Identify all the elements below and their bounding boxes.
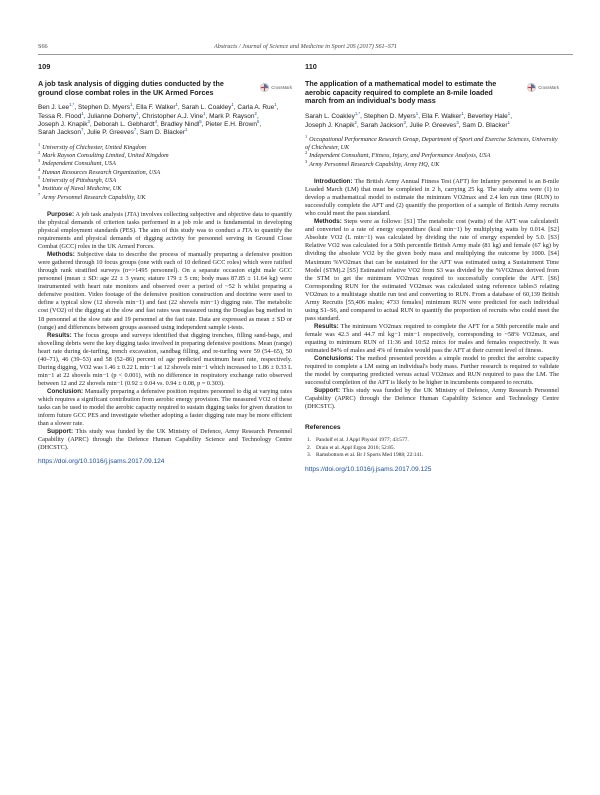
affiliation: $^6$ Institute of Naval Medicine, UK xyxy=(38,183,122,193)
crossmark-label: CrossMark xyxy=(271,84,292,90)
crossmark-icon xyxy=(260,83,269,92)
author: Sarah L. Coakley$^{1,*}$, xyxy=(305,111,362,121)
author: Stephen D. Myers$^1$, xyxy=(363,111,420,121)
author: Ella F. Walker$^1$, xyxy=(136,102,180,112)
author: Sarah Jackson$^7$, xyxy=(38,127,86,137)
abstract-number: 110 xyxy=(305,62,317,71)
affiliation: $^1$ Occupational Performance Research Group, Department of Sport and Exercise Sciences, University of Chichester, UK xyxy=(305,133,558,152)
crossmark-label: CrossMark xyxy=(538,84,559,90)
support-paragraph: Support: This study was funded by the UK Ministry of Defence, Army Research Personnel Capability (APRC) through the Defence Human Capability Science and Technology Centre (DHCSTC). xyxy=(38,428,292,452)
header-rule xyxy=(38,54,573,55)
author: Mark P. Rayson$^2$, xyxy=(209,110,259,120)
affiliation: $^2$ Independent Consultant, Fitness, Injury, and Performance Analysis, USA xyxy=(305,150,491,160)
author: Joseph J. Knapik$^3$, xyxy=(38,118,92,129)
reference-item: 3. Ramsbottom et al. Br J Sports Med 1988; 22:141. xyxy=(306,452,424,459)
affiliation: $^5$ University of Pittsburgh, USA xyxy=(38,174,117,185)
affiliation: $^3$ Independent Consultant, USA xyxy=(38,158,116,168)
conclusions-paragraph: Conclusions: The method presented provides a simple model to predict the aerobic capacity required to complete a LM using an individual's body mass. Further research is required to validate the model by comparing predicted versus actual VO2max and RUN required to pass the LM. The successful completion of the AFT is likely to be higher in incumbents compared to recruits. xyxy=(305,355,560,387)
author: Pieter E.H. Brown$^6$, xyxy=(205,118,262,129)
affiliation-list xyxy=(38,141,292,202)
methods-paragraph: Methods: Steps were as follows: [S1] The metabolic cost (watts) of the AFT was calculated1 and converted to a rate of energy expenditure (kcal min−1) by multiplying watts by 0.014. [S2] Absolute VO2 (L min−1) was calculated by dividing the rate of energy expended by 5.0. [S3] Relative VO2 was calculated for a 50th percentile British Army male (81 kg) and female (67 kg) by dividing the absolute VO2 by the given body mass and multiplying the outcome by 1000. [S4] Maximum %VO2max that can be sustained for the AFT was estimated using a Sustainment Time Model (STM).2 [S5] Estimated relative VO2 from S3 was divided by the %VO2max derived from the STM to get the minimum VO2max required to successfully complete the AFT. [S6] Corresponding RUN for the estimated VO2max was calculated using reference tables3 relating VO2max to a multistage shuttle run test and converting to RUN. From a database of 60,139 British Army Recruits [55,406 males; 4733 females] minimum RUN were predicted for each individual using S1–S6, and compared to actual RUN to quantify the proportion of recruits who could meet the pass standard. xyxy=(305,218,559,322)
author: Julianne Doherty$^1$, xyxy=(87,110,141,120)
abstract-109 xyxy=(38,63,292,466)
author: Julie P. Greeves$^3$, xyxy=(409,119,461,129)
author: Tessa R. Flood$^1$, xyxy=(38,110,86,120)
abstract-number: 109 xyxy=(38,62,51,71)
author: Ella F. Walker$^1$, xyxy=(421,111,466,121)
purpose-paragraph: Purpose: A job task analysis (JTA) involves collecting subjective and objective data to quantify the physical demands of criterion tasks performed in a job role and is fundamental in developing physical employment standards (PES). The aim of this study was to conduct a JTA to quantify the requirements and physical demands of digging activity for personnel serving in Ground Close Combat (GCC) roles in the UK Armed Forces. xyxy=(38,210,292,251)
abstract-title: A job task analysis of digging duties conducted by the ground close combat roles in the UK Armed Forces xyxy=(38,79,224,97)
reference-item: 1. Pandolf et al. J Appl Physiol 1977; 43:577. xyxy=(306,437,409,444)
author: Ben J. Lee$^{1,*}$, xyxy=(38,102,77,112)
author: Christopher A.J. Vine$^1$, xyxy=(142,110,208,120)
crossmark-icon xyxy=(527,83,536,92)
author-list xyxy=(305,113,559,130)
author: Carla A. Rue$^1$, xyxy=(237,102,279,112)
author-list xyxy=(38,104,292,137)
conclusion-paragraph: Conclusion: Manually preparing a defensive position requires personnel to dig at varying rates which requires a significant contribution from aerobic energy provision. The measured VO2 of these tasks can be used to model the aerobic capacity required to sustain digging tasks for given duration to inform future GCC PES and investigate whether adopting a faster digging rate may be more efficient than a slower rate. xyxy=(38,387,292,428)
reference-list xyxy=(305,437,559,460)
author: Sarah L. Coakley$^1$, xyxy=(181,102,236,112)
author: Bradley Nindl$^5$, xyxy=(160,118,204,129)
crossmark-badge[interactable] xyxy=(527,83,559,92)
affiliation: $^4$ Human Resources Research Organization, USA xyxy=(38,166,161,176)
introduction-paragraph: Introduction: The British Army Annual Fitness Test (AFT) for Infantry personnel is an 8-mile Loaded March (LM) that must be completed in 2 h, carrying 25 kg. The study aims were (1) to develop a mathematical model to estimate the minimum VO2max and 2.4 km run time (RUN) to successfully complete the AFT and (2) quantify the proportion of a sample of British Army recruits who could meet the pass standard. xyxy=(305,178,560,218)
abstract-110 xyxy=(305,63,559,474)
crossmark-badge[interactable] xyxy=(260,83,292,92)
abstract-title: The application of a mathematical model to estimate the aerobic capacity required to complete an 8-mile loaded march from an individual's body mass xyxy=(305,79,497,106)
page-number: S66 xyxy=(38,43,48,50)
affiliation: $^7$ Army Personnel Research Capability, UK xyxy=(38,191,146,201)
affiliation-list xyxy=(305,133,559,169)
references-heading: References xyxy=(305,424,341,432)
author: Joseph J. Knapik$^2$, xyxy=(305,119,359,129)
author: Beverley Hale$^1$, xyxy=(467,111,512,121)
doi-link[interactable]: https://doi.org/10.1016/j.jsams.2017.09.124 xyxy=(38,458,165,466)
affiliation: $^2$ Mark Rayson Consulting Limited, United Kingdom xyxy=(38,150,169,160)
author: Deborah L. Gebhardt$^4$, xyxy=(93,118,159,129)
results-paragraph: Results: The minimum VO2max required to complete the AFT for a 50th percentile male and female was 42.3 and 44.7 ml kg−1 min−1 respectively, corresponding to ~58% VO2max, and equating to minimum RUN of 11:36 and 10:52 min:s for males and females respectively. It was estimated 84% of males and 4% of females would pass the AFT at their current level of fitness. xyxy=(305,322,559,355)
support-paragraph: Support: This study was funded by the UK Ministry of Defence, Army Research Personnel Capability (APRC) through the Defence Human Capability Science and Technology Centre (DHCSTC). xyxy=(305,387,559,411)
author: Julie P. Greeves$^7$, xyxy=(87,127,139,137)
author: Sam D. Blacker$^1$ xyxy=(462,119,510,129)
affiliation: $^1$ University of Chichester, United Kingdom xyxy=(38,141,147,151)
author: Sarah Jackson$^3$, xyxy=(360,119,408,129)
methods-paragraph: Methods: Subjective data to describe the process of manually preparing a defensive position were gathered through 10 focus groups (one with each of 10 defined GCC roles) which were ratified through rank stratified surveys (n=>1495 personnel). On a separate occasion eight male GCC personnel (mean ± SD: age 22 ± 3 years; stature 179 ± 5 cm; body mass 87.85 ± 11.64 kg) were instrumented with heart rate monitors and observed over a period of ~52 h whilst preparing a defensive position. Video footage of the defensive position construction and doctrine were used to define a typical slow (12 shovels min−1) and fast (22 shovels min−1) digging rate. The metabolic cost (VO2) of the digging at the slow and fast rates was measured using the Douglas bag method in 18 personnel at the slow rate and 19 personnel at the fast rate. Data are expressed as mean ± SD or (range) and differences between groups assessed using independent sample t-tests. xyxy=(38,251,293,331)
author: Sam D. Blacker$^1$ xyxy=(139,127,188,137)
journal-citation: Abstracts / Journal of Science and Medicine in Sport 20S (2017) S61–S71 xyxy=(213,43,398,50)
author: Stephen D. Myers$^1$, xyxy=(77,102,135,112)
affiliation: $^3$ Army Personnel Research Capability, Army HQ, UK xyxy=(305,158,440,168)
doi-link[interactable]: https://doi.org/10.1016/j.jsams.2017.09.125 xyxy=(305,465,432,473)
results-paragraph: Results: The focus groups and surveys identified that digging trenches, filling sand-bags, and shovelling debris were the key digging tasks involved in preparing defensive positions. Mean (range) heart rate during de-turfing, trench excavation, sandbag filling, and re-turfing were 59 (54–65), 50 (40–71), 46 (39–53) and 58 (52–86) percent of age predicted maximum heart rate, respectively. During digging, VO2 was 1.46 ± 0.22 L min−1 at 12 shovels min−1 which increased to 1.86 ± 0.33 L min−1 at 22 shovels min−1 (p < 0.001), with no difference in respiratory exchange ratio observed between 12 and 22 shovels min−1 (0.92 ± 0.04 vs. 0.94 ± 0.08, p = 0.303). xyxy=(38,331,292,387)
reference-item: 2. Drain et al. Appl Ergon 2016; 52:85. xyxy=(306,444,395,451)
